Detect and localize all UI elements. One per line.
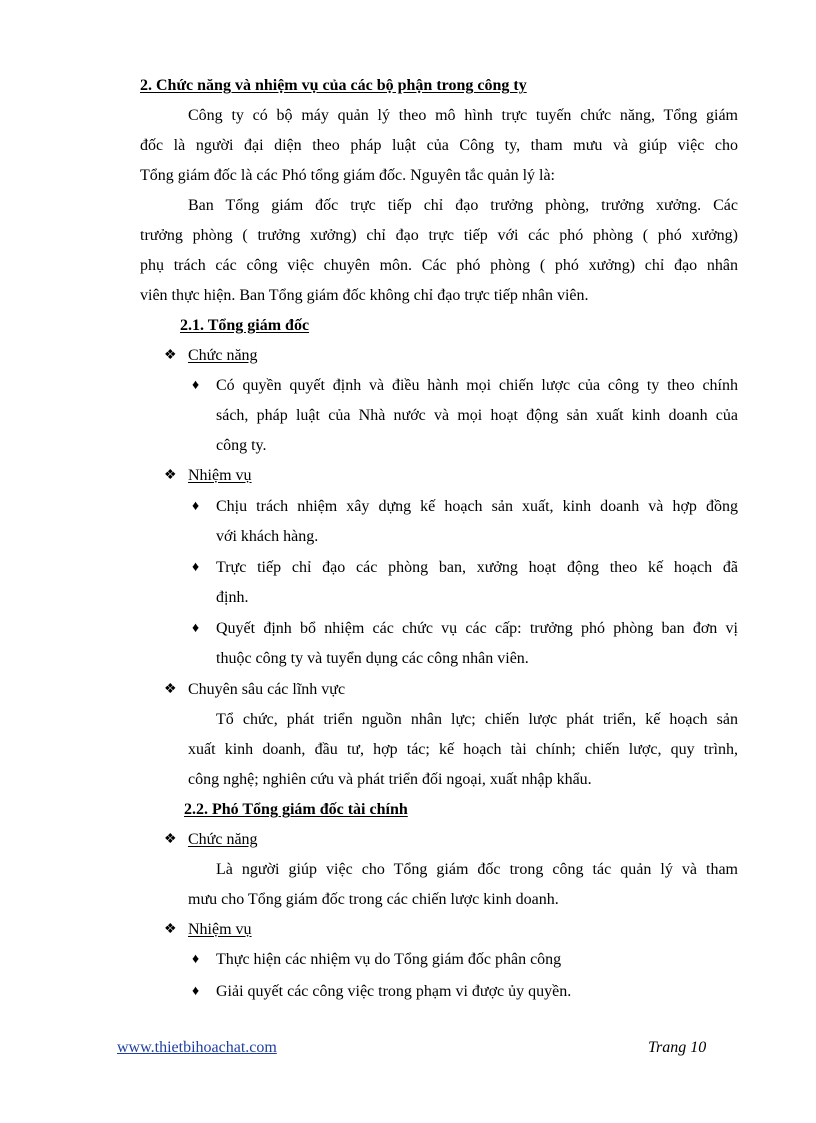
function-label: Chức năng xyxy=(188,347,258,364)
subsection-heading-2-2: 2.2. Phó Tổng giám đốc tài chính xyxy=(184,801,408,818)
bullet-icon: ♦ xyxy=(192,499,200,514)
duty-line: định. xyxy=(216,589,249,606)
duty-line: Chịu trách nhiệm xây dựng kế hoạch sản xuất, kinh doanh và hợp đồng xyxy=(216,498,738,515)
section-heading: 2. Chức năng và nhiệm vụ của các bộ phận trong công ty xyxy=(140,77,527,94)
bullet-icon: ♦ xyxy=(192,984,200,999)
bullet-icon: ♦ xyxy=(192,621,200,636)
subsection-heading-2-1: 2.1. Tổng giám đốc xyxy=(180,317,310,334)
page-number: Trang 10 xyxy=(648,1039,707,1056)
duty-line: Giải quyết các công việc trong phạm vi được ủy quyền. xyxy=(216,983,572,1000)
duty-label: Nhiệm vụ xyxy=(188,921,252,938)
principle-line: Ban Tổng giám đốc trực tiếp chỉ đạo trưởng phòng, trưởng xưởng. Các xyxy=(188,197,738,214)
principle-line: phụ trách các công việc chuyên môn. Các phó phòng ( phó xưởng) chỉ đạo nhân xyxy=(140,257,738,274)
website-link[interactable]: www.thietbihoachat.com xyxy=(117,1039,277,1056)
expertise-label: Chuyên sâu các lĩnh vực xyxy=(188,681,346,698)
function-label: Chức năng xyxy=(188,831,258,848)
diamond-bullet-icon: ❖ xyxy=(164,468,177,483)
function-line: mưu cho Tổng giám đốc trong các chiến lược kinh doanh. xyxy=(188,891,559,908)
intro-line: Công ty có bộ máy quản lý theo mô hình trực tuyến chức năng, Tổng giám xyxy=(188,107,738,124)
duty-line: Trực tiếp chỉ đạo các phòng ban, xưởng hoạt động theo kế hoạch đã xyxy=(216,559,738,576)
bullet-icon: ♦ xyxy=(192,378,200,393)
function-line: sách, pháp luật của Nhà nước và mọi hoạt động sản xuất kinh doanh của xyxy=(216,407,738,424)
principle-line: trưởng phòng ( trưởng xưởng) chỉ đạo trực tiếp với các phó phòng ( phó xưởng) xyxy=(140,227,738,244)
diamond-bullet-icon: ❖ xyxy=(164,682,177,697)
duty-line: với khách hàng. xyxy=(216,528,319,545)
duty-label: Nhiệm vụ xyxy=(188,467,252,484)
intro-line: đốc là người đại diện theo pháp luật của Công ty, tham mưu và giúp việc cho xyxy=(140,137,738,154)
expertise-line: xuất kinh doanh, đầu tư, hợp tác; kế hoạch tài chính; chiến lược, quy trình, xyxy=(188,741,738,758)
function-line: Là người giúp việc cho Tổng giám đốc trong công tác quản lý và tham xyxy=(216,861,738,878)
diamond-bullet-icon: ❖ xyxy=(164,922,177,937)
bullet-icon: ♦ xyxy=(192,560,200,575)
duty-line: Quyết định bổ nhiệm các chức vụ các cấp: trưởng phó phòng ban đơn vị xyxy=(216,620,738,637)
expertise-line: công nghệ; nghiên cứu và phát triển đối ngoại, xuất nhập khẩu. xyxy=(188,771,592,788)
diamond-bullet-icon: ❖ xyxy=(164,348,177,363)
bullet-icon: ♦ xyxy=(192,952,200,967)
intro-line: Tổng giám đốc là các Phó tổng giám đốc. Nguyên tắc quản lý là: xyxy=(140,167,555,184)
function-line: Có quyền quyết định và điều hành mọi chiến lược của công ty theo chính xyxy=(216,377,738,394)
function-line: công ty. xyxy=(216,437,267,454)
diamond-bullet-icon: ❖ xyxy=(164,832,177,847)
duty-line: Thực hiện các nhiệm vụ do Tổng giám đốc phân công xyxy=(216,951,562,968)
expertise-line: Tổ chức, phát triển nguồn nhân lực; chiến lược phát triển, kế hoạch sản xyxy=(216,711,738,728)
duty-line: thuộc công ty và tuyển dụng các công nhân viên. xyxy=(216,650,529,667)
principle-line: viên thực hiện. Ban Tổng giám đốc không chỉ đạo trực tiếp nhân viên. xyxy=(140,287,589,304)
